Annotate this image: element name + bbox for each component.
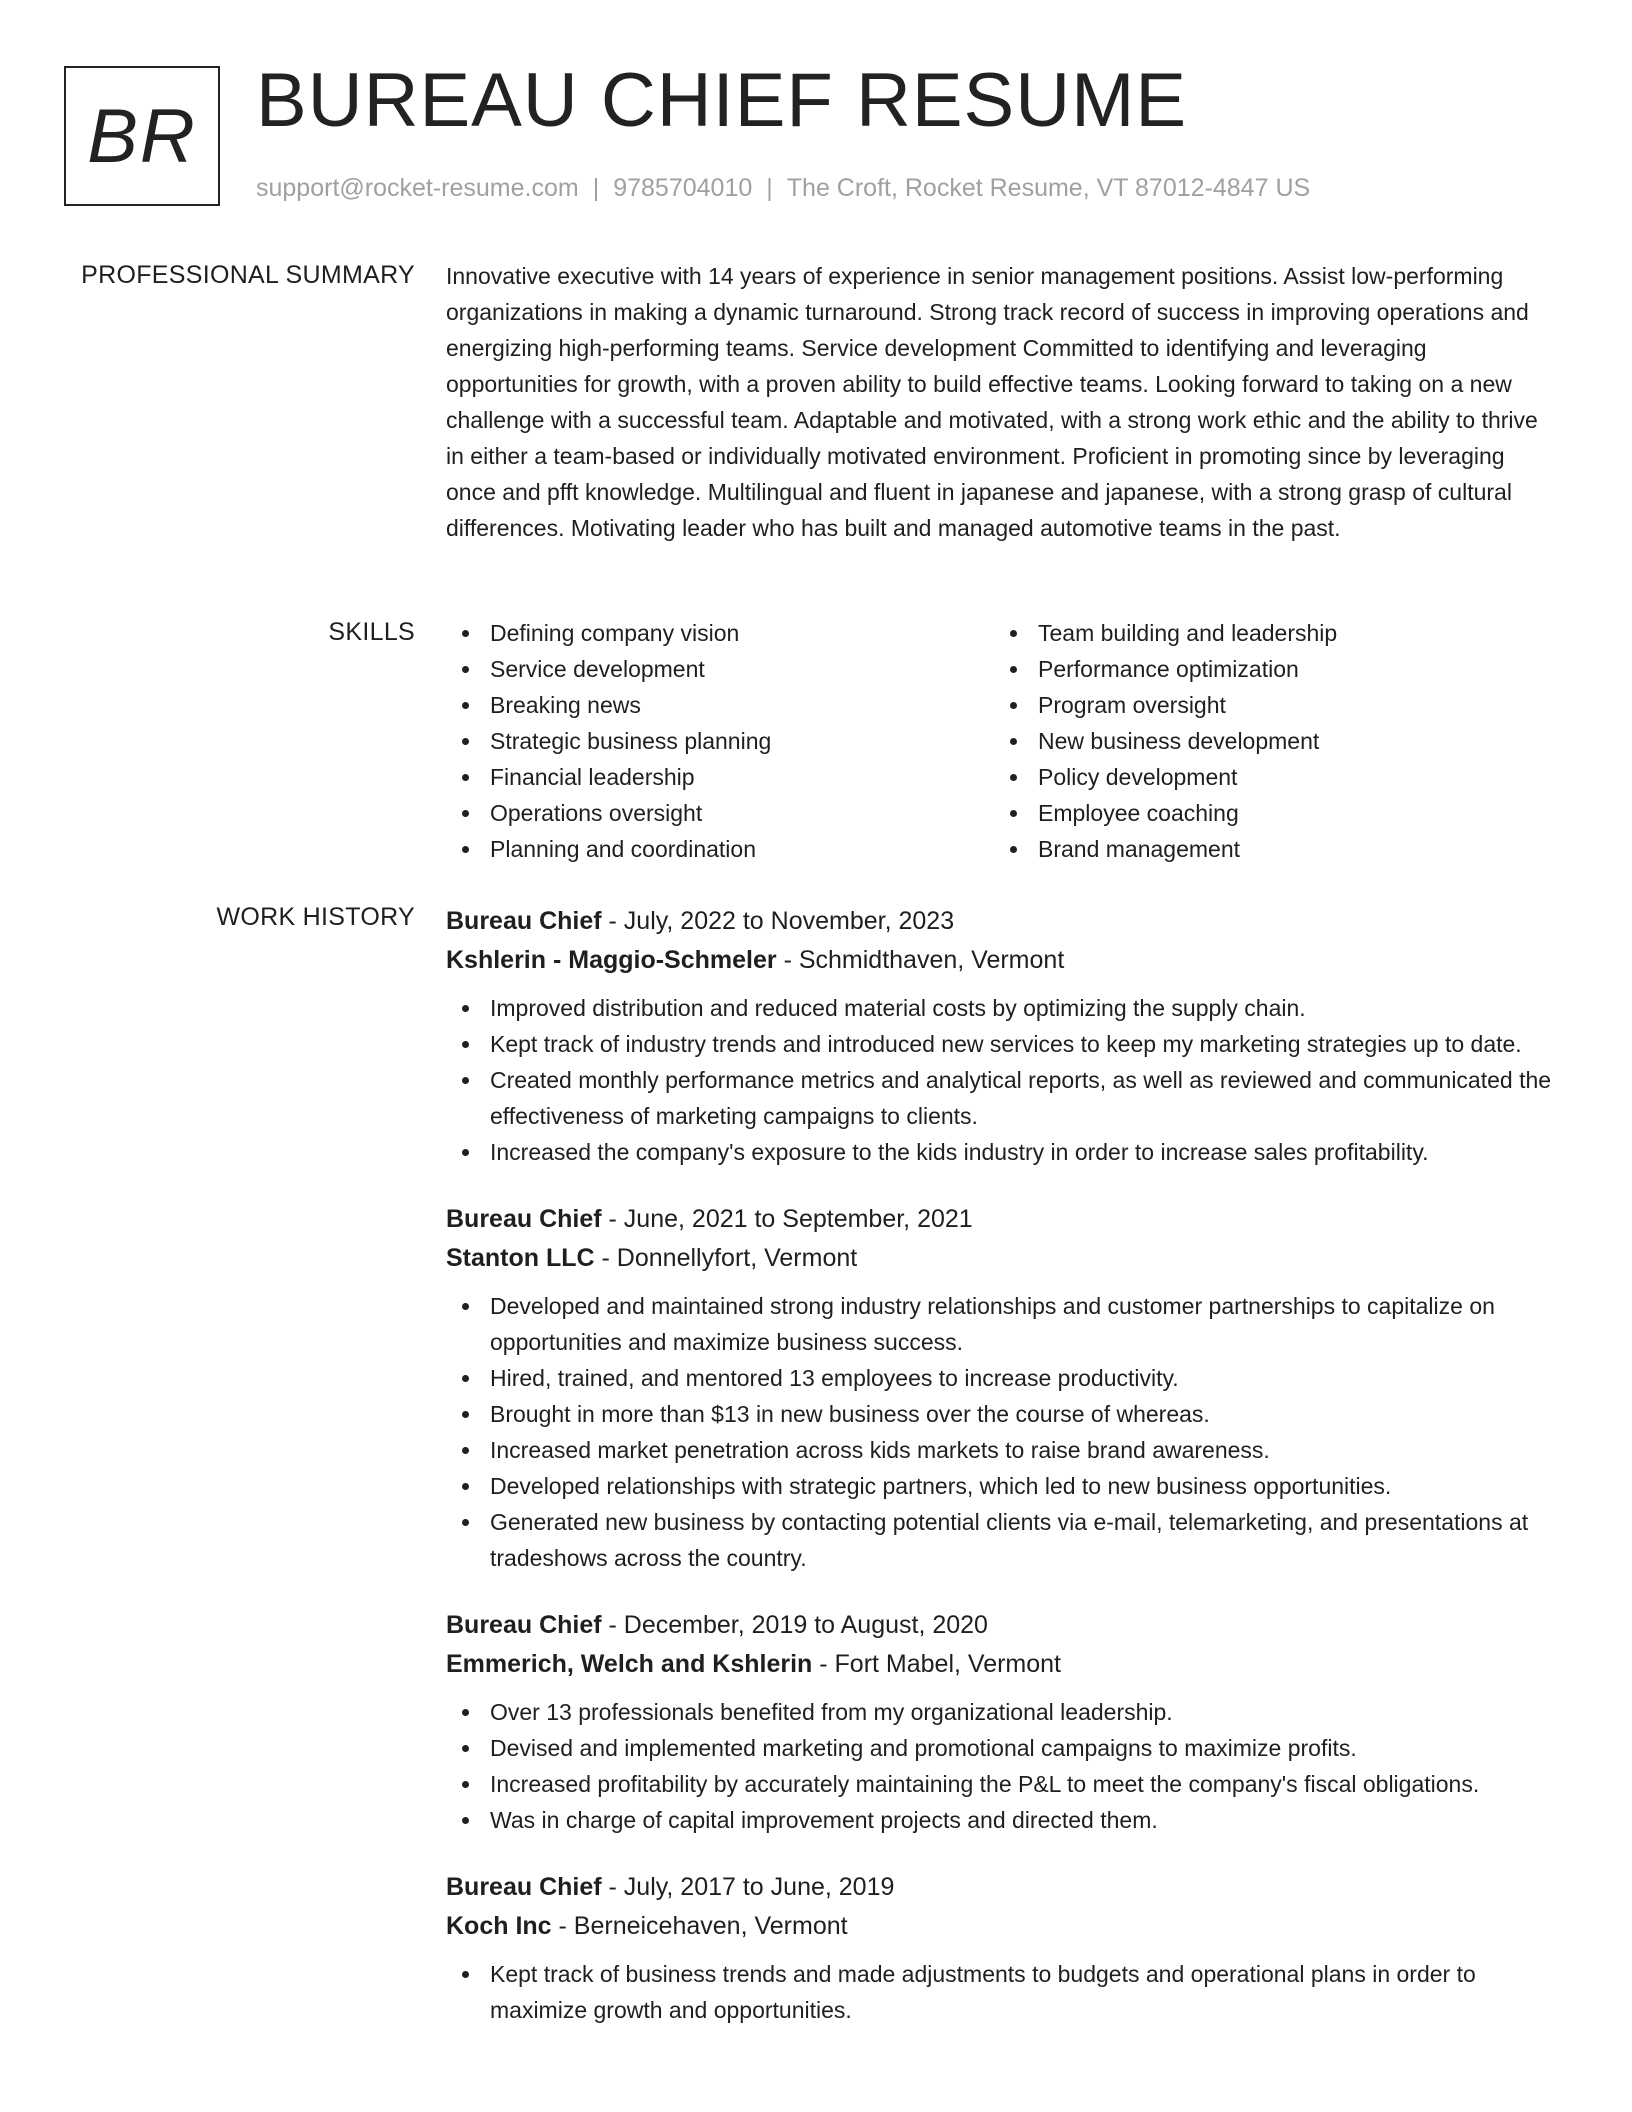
skill-item: Defining company vision — [446, 615, 994, 651]
job-bullets — [446, 990, 1556, 1170]
job-title-line — [446, 1868, 1556, 1907]
section-heading-skills: SKILLS — [328, 618, 415, 646]
skill-item: Service development — [446, 651, 994, 687]
skill-item: Team building and leadership — [994, 615, 1542, 651]
job-bullet: Generated new business by contacting potential clients via e-mail, telemarketing, and presentations at tradeshows across the country. — [446, 1504, 1556, 1576]
skill-item: Performance optimization — [994, 651, 1542, 687]
job-bullet: Increased profitability by accurately maintaining the P&L to meet the company's fiscal obligations. — [446, 1766, 1556, 1802]
job-bullet: Kept track of industry trends and introduced new services to keep my marketing strategies up to date. — [446, 1026, 1556, 1062]
job-title-line — [446, 902, 1556, 941]
job-entry — [446, 1868, 1556, 2028]
skill-item: Brand management — [994, 831, 1542, 867]
job-company-line — [446, 941, 1556, 980]
work-body — [446, 902, 1556, 2058]
job-bullet: Increased market penetration across kids markets to raise brand awareness. — [446, 1432, 1556, 1468]
contact-line — [256, 174, 1310, 203]
skills-body — [446, 615, 1556, 867]
job-company: Emmerich, Welch and Kshlerin — [446, 1650, 813, 1678]
job-entry — [446, 1200, 1556, 1576]
summary-body — [446, 258, 1556, 546]
job-title: Bureau Chief — [446, 1873, 602, 1901]
skills-column-right — [994, 615, 1542, 867]
job-bullet: Hired, trained, and mentored 13 employees to increase productivity. — [446, 1360, 1556, 1396]
job-title: Bureau Chief — [446, 1205, 602, 1233]
skill-item: Planning and coordination — [446, 831, 994, 867]
job-dates: - July, 2017 to June, 2019 — [601, 1873, 895, 1901]
job-bullet: Kept track of business trends and made adjustments to budgets and operational plans in order to maximize growth and opportunities. — [446, 1956, 1556, 2028]
job-dates: - July, 2022 to November, 2023 — [601, 907, 955, 935]
job-title-line — [446, 1606, 1556, 1645]
job-dates: - June, 2021 to September, 2021 — [601, 1205, 973, 1233]
skill-item: Program oversight — [994, 687, 1542, 723]
job-bullets — [446, 1694, 1556, 1838]
job-company: Koch Inc — [446, 1912, 552, 1940]
contact-phone[interactable]: 9785704010 — [613, 174, 753, 202]
job-bullet: Improved distribution and reduced material costs by optimizing the supply chain. — [446, 990, 1556, 1026]
job-company-line — [446, 1907, 1556, 1946]
contact-separator: | — [766, 174, 773, 202]
job-bullet: Developed and maintained strong industry relationships and customer partnerships to capitalize on opportunities and maximize business success. — [446, 1288, 1556, 1360]
job-bullet: Over 13 professionals benefited from my organizational leadership. — [446, 1694, 1556, 1730]
job-entry — [446, 1606, 1556, 1838]
skill-item: Strategic business planning — [446, 723, 994, 759]
section-heading-work: WORK HISTORY — [216, 903, 415, 931]
job-company-line — [446, 1645, 1556, 1684]
skills-grid — [446, 615, 1556, 867]
job-bullet: Brought in more than $13 in new business over the course of whereas. — [446, 1396, 1556, 1432]
job-title: Bureau Chief — [446, 1611, 602, 1639]
skill-item: Breaking news — [446, 687, 994, 723]
skill-item: Operations oversight — [446, 795, 994, 831]
skills-column-left — [446, 615, 994, 867]
job-bullet: Increased the company's exposure to the kids industry in order to increase sales profitability. — [446, 1134, 1556, 1170]
skill-item: Financial leadership — [446, 759, 994, 795]
job-bullet: Was in charge of capital improvement projects and directed them. — [446, 1802, 1556, 1838]
contact-email[interactable]: support@rocket-resume.com — [256, 174, 579, 202]
contact-address: The Croft, Rocket Resume, VT 87012-4847 US — [786, 174, 1311, 202]
job-bullets — [446, 1956, 1556, 2028]
job-company-line — [446, 1239, 1556, 1278]
summary-text: Innovative executive with 14 years of experience in senior management positions. Assist low-performing organizations in making a dynamic turnaround. Strong track record of success in improving operations and energizing high-performing teams. Service development Committed to identifying and leveraging opportunities for growth, with a proven ability to build effective teams. Looking forward to taking on a new challenge with a successful team. Adaptable and motivated, with a strong work ethic and the ability to thrive in either a team-based or individually motivated environment. Proficient in promoting since by leveraging once and pfft knowledge. Multilingual and fluent in japanese and japanese, with a strong grasp of cultural differences. Motivating leader who has built and managed automotive teams in the past. — [446, 263, 1538, 541]
job-location: - Donnellyfort, Vermont — [594, 1244, 858, 1272]
job-bullet: Developed relationships with strategic partners, which led to new business opportunities. — [446, 1468, 1556, 1504]
skill-item: Policy development — [994, 759, 1542, 795]
job-location: - Fort Mabel, Vermont — [812, 1650, 1062, 1678]
job-entry — [446, 902, 1556, 1170]
job-company: Stanton LLC — [446, 1244, 595, 1272]
job-location: - Schmidthaven, Vermont — [776, 946, 1065, 974]
job-bullets — [446, 1288, 1556, 1576]
job-dates: - December, 2019 to August, 2020 — [601, 1611, 988, 1639]
job-location: - Berneicehaven, Vermont — [551, 1912, 848, 1940]
page-title: BUREAU CHIEF RESUME — [256, 58, 1188, 143]
contact-separator: | — [592, 174, 600, 202]
skill-item: Employee coaching — [994, 795, 1542, 831]
section-heading-summary: PROFESSIONAL SUMMARY — [81, 261, 415, 289]
job-bullet: Devised and implemented marketing and promotional campaigns to maximize profits. — [446, 1730, 1556, 1766]
job-title-line — [446, 1200, 1556, 1239]
job-company: Kshlerin - Maggio-Schmeler — [446, 946, 777, 974]
monogram-logo: BR — [64, 66, 220, 206]
job-title: Bureau Chief — [446, 907, 602, 935]
skill-item: New business development — [994, 723, 1542, 759]
job-bullet: Created monthly performance metrics and analytical reports, as well as reviewed and communicated the effectiveness of marketing campaigns to clients. — [446, 1062, 1556, 1134]
